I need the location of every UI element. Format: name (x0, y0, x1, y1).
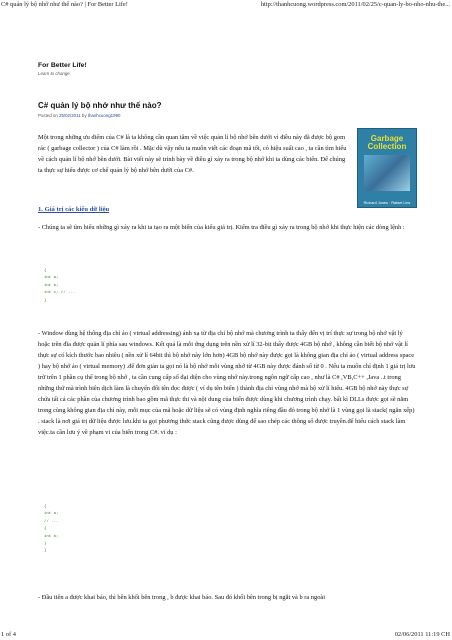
section-heading-1: 1. Giá trị các kiểu dữ liệu (38, 206, 110, 213)
book-cover-image (357, 128, 417, 208)
book-cover-title (358, 135, 416, 151)
meta-prefix: Posted on (38, 113, 59, 118)
page-url[interactable]: http://thanhcuong.wordpress.com/2011/02/25/c-quan-ly-bo-nho-nhu-the... (260, 1, 450, 8)
post-meta (38, 113, 120, 118)
post-title[interactable]: C# quản lý bộ nhớ như thế nào? (38, 101, 162, 110)
book-cover-art (364, 155, 410, 191)
code-line: } (44, 549, 47, 554)
code-line: { (44, 527, 47, 532)
blog-tagline: Learn to change. (38, 71, 71, 76)
page-title-header: C# quản lý bộ nhớ như thế nào? | For Better Life! (1, 1, 128, 8)
post-intro-paragraph: Một trong những ưu điểm của C# là ta không cần quan tâm về việc quản lí bộ nhớ bên dưới vì điều này đã được bộ gom rác ( garbage collector ) của C# làm rồi . Mặc dù vậy nếu ta muốn viết các đoạn mã tốt, có hiệu suất cao , ta cần tìm hiểu về cách quản lí bộ nhớ bên dưới. Bài viết này sẽ trình bày về điều gì xảy ra trong bộ nhớ khi ta dùng các biến. Để chúng ta thực sự hiểu được cơ chế quản lý bộ nhớ bên dưới của C#. (38, 134, 347, 174)
code-line: { (44, 269, 47, 273)
code-line: } (44, 298, 47, 303)
meta-by: by (80, 113, 88, 118)
code-line: // ... (44, 519, 59, 524)
book-title-line2: Collection (367, 142, 407, 151)
post-date-link[interactable]: 25/02/2011 (59, 113, 81, 118)
code-line: int a; (44, 512, 59, 517)
post-author-link[interactable]: thanhcuong1990 (87, 113, 121, 118)
code-block-2 (44, 504, 58, 556)
code-line: { (44, 505, 47, 509)
book-cover-authors: Richard Jones · Rafael Lins (363, 201, 411, 205)
print-timestamp: 02/06/2011 11:19 CH (394, 631, 450, 638)
code-line: int a; (44, 276, 59, 281)
code-line: int b; (44, 534, 59, 539)
blog-title[interactable]: For Better Life! (38, 62, 87, 69)
section1-paragraph: - Chúng ta sẽ tìm hiểu những gì xảy ra khi ta tạo ra một biến của kiểu giá trị. Kiểm tra điều gì xảy ra trong bộ nhớ khi thực hiện các dòng lệnh : (38, 224, 405, 231)
print-footer (0, 628, 452, 640)
print-header (0, 0, 452, 12)
code-block-1 (44, 268, 75, 305)
code-line: } (44, 542, 47, 547)
final-paragraph: - Đầu tiên a được khai báo, thì bên khối bên trong , b được khai báo. Sau đó khối bên trong bị ngắt và b ra ngoài (38, 594, 325, 601)
code-line: int b; (44, 283, 59, 288)
book-title-line1: Garbage (370, 134, 404, 143)
virtual-memory-paragraph: - Window dùng hệ thống địa chỉ ảo ( virtual addressing) ánh xạ từ địa chỉ bộ nhớ mà chương trình ta thấy đến vị trí thực sự trong bộ nhớ vật lý hoặc trên đĩa được quản lí phía sau windows. Kết quả là mỗi ứng dụng trên nền xử lí 32-bit thấy được 4GB bộ nhớ , không cần biết bộ nhớ vật lí thực sự có kích thước bao nhiêu ( nền xử lí 64bit thì bộ nhớ này lớn hơn) 4GB bộ nhớ này được gọi là không gian địa chỉ ảo ( virtual address space ) hay bộ nhớ ảo ( virtual memory) .để đơn giản ta gọi nó là bộ nhớ mỗi vùng nhớ từ 4GB này được đánh số từ 0 . Nếu ta muốn chỉ định 1 giá trị lưu trữ trên 1 phần cụ thể trong bộ nhớ , ta cần cung cấp số đại diện cho vùng nhớ này.trong ngôn ngữ cấp cao , như là C# ,VB,C++ ,Java ..t trong những thứ mà trình biên dịch làm là chuyển đổi tên đọc được ( ví dụ tên biến ) thành địa chỉ vùng nhớ mà bộ xử lí hiểu. 4GB bộ nhớ này thực sự chứa tất cả các phần của chương trình bao gồm mã thực thi và nội dung của biến được dùng khi chương trình chạy. bất kì DLLs được gọi sẽ nằm trong cùng không gian địa chỉ này, mỗi mục của mã hoặc dữ liệu sẽ có vùng định nghĩa riêng đầu đó trong bộ nhớ là 1 vùng gọi là stack( ngăn xếp) . stack là nơi giá trị dữ liệu được lưu.khi ta gọi phương thức stack cũng được dùng để sao chép các thông số được truyền.để hiểu cách stack làm việc.ta cần lưu ý về phạm vi của biến trong C#. ví dụ : (38, 330, 416, 436)
page-counter: 1 of 4 (1, 631, 16, 638)
code-line: int c; // ... (44, 291, 76, 296)
